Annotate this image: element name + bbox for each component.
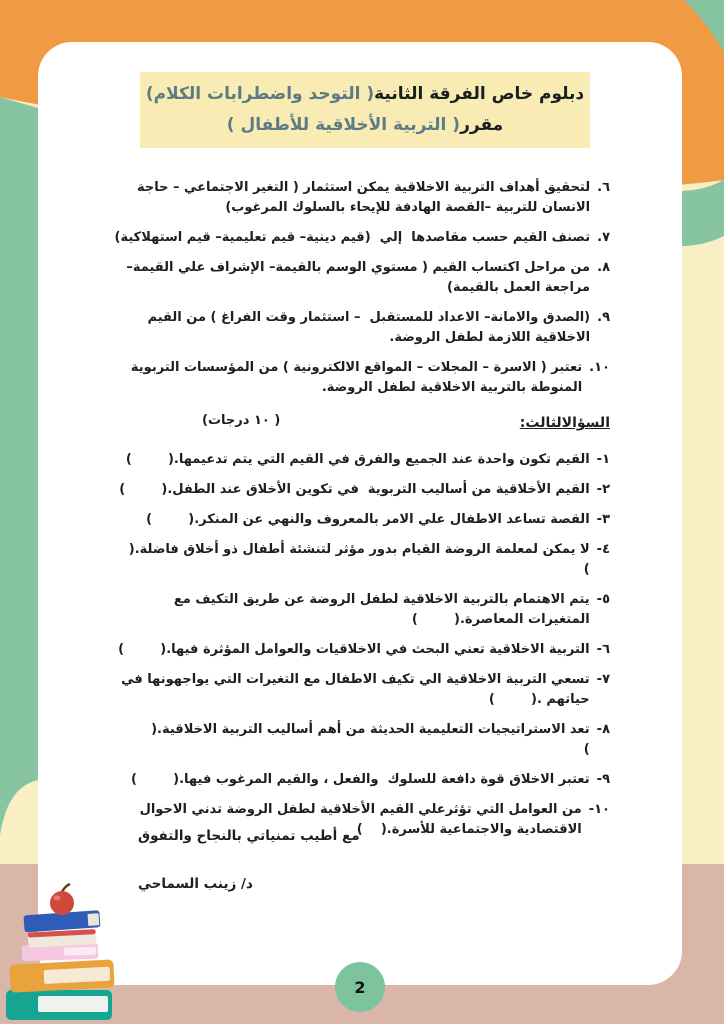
question-three-title: السؤالالثالث:	[519, 415, 610, 431]
author-signature: د/ زينب السماحي	[138, 876, 253, 892]
item-number: ٩.	[597, 310, 610, 325]
question-item	[92, 540, 610, 580]
question-item	[114, 590, 610, 630]
statement-item	[114, 358, 610, 398]
document-page	[38, 42, 682, 985]
page-number-badge	[335, 962, 385, 1012]
item-number: ١٠-	[588, 802, 610, 817]
item-number: ٧.	[597, 230, 610, 245]
statement-item	[114, 258, 610, 298]
item-number: ١-	[596, 452, 610, 467]
title-line2-label: مقرر	[460, 115, 504, 135]
question-item	[114, 480, 610, 500]
page-number: 2	[354, 977, 366, 997]
item-number: ٨.	[597, 260, 610, 275]
question-item	[114, 450, 610, 470]
question-item	[114, 510, 610, 530]
title-line1-specialty: ( التوحد واضطرابات الكلام)	[145, 84, 375, 104]
item-number: ٥-	[596, 592, 610, 607]
question-three-header	[114, 412, 610, 434]
book-orange	[9, 959, 114, 992]
closing-wishes: مع أطيب تمنياتي بالنجاح والتفوق	[138, 828, 360, 844]
question-item	[114, 770, 610, 790]
title-line2-subject: ( التربية الأخلاقية للأطفال )	[226, 115, 461, 135]
statement-item	[114, 308, 610, 348]
item-number: ٤-	[596, 542, 610, 557]
item-text: لا يمكن لمعلمة الروضة القيام بدور مؤثر لتنشئة أطفال ذو أخلاق فاضلة.( )	[92, 542, 590, 577]
title-box	[140, 72, 590, 148]
apple-icon	[50, 884, 74, 915]
item-number: ٨-	[596, 722, 610, 737]
statement-item	[114, 228, 610, 248]
title-line-2	[140, 110, 590, 141]
title-line-1	[140, 79, 590, 110]
item-text: يتم الاهتمام بالتربية الاخلاقية لطفل الروضة عن طريق التكيف مع المتغيرات المعاصرة.( )	[169, 592, 590, 627]
question-three-marks: ( ١٠ درجات)	[202, 413, 281, 428]
books-illustration	[4, 882, 126, 1024]
item-text: القيم الأخلاقية من أساليب التربوية في تكوين الأخلاق عند الطفل.( )	[119, 482, 590, 497]
title-line1-course: دبلوم خاص الفرقة الثانية	[374, 84, 585, 104]
item-text: التربية الاخلاقية تعني البحث في الاخلاقيات والعوامل المؤثرة فيها.( )	[118, 642, 590, 657]
document-body	[92, 178, 610, 850]
item-text: تعد الاستراتيجيات التعليمية الحديثة من أهم أساليب التربية الاخلاقية.( )	[114, 722, 590, 757]
item-number: ١٠.	[589, 360, 610, 375]
item-text: من مراحل اكتساب القيم ( مستوي الوسم بالقيمة– الإشراف علي القيمة– مراجعة العمل بالقيمة)	[121, 260, 591, 295]
item-number: ٢-	[596, 482, 610, 497]
item-text: من العوامل التي تؤثرعلي القيم الأخلاقية لطفل الروضة تدني الاحوال الاقتصادية والاجتماعية للأسرة.( )	[135, 802, 582, 837]
question-item	[114, 640, 610, 660]
item-text: تسعي التربية الاخلاقية الي تكيف الاطفال مع التغيرات التي يواجهونها في حياتهم .( )	[116, 672, 590, 707]
book-teal	[6, 990, 112, 1020]
item-text: تصنف القيم حسب مقاصدها إلي (قيم دينية– قيم تعليمية– قيم استهلاكية)	[114, 230, 591, 245]
item-number: ٣-	[596, 512, 610, 527]
item-text: لتحقيق أهداف التربية الاخلاقية يمكن استثمار ( التغير الاجتماعي – حاجة الانسان للتربية –القصة الهادفة للإيحاء بالسلوك المرغوب)	[132, 180, 591, 215]
statement-item	[114, 178, 610, 218]
item-number: ٦-	[596, 642, 610, 657]
question-item	[114, 670, 610, 710]
item-number: ٩-	[596, 772, 610, 787]
item-number: ٧-	[596, 672, 610, 687]
item-text: (الصدق والامانة– الاعداد للمستقبل – استثمار وقت الفراغ ) من القيم الاخلاقية اللازمة لطفل الروضة.	[143, 310, 591, 345]
item-number: ٦.	[597, 180, 610, 195]
background-green-strip-shape	[0, 97, 38, 835]
item-text: تعتبر الاخلاق قوة دافعة للسلوك والفعل ، والقيم المرغوب فيها.( )	[131, 772, 590, 787]
item-text: القيم تكون واحدة عند الجميع والفرق في القيم التي يتم تدعيمها.( )	[125, 452, 590, 467]
question-item	[114, 720, 610, 760]
item-text: تعتبر ( الاسرة – المجلات – المواقع الالكترونية ) من المؤسسات التربوية المنوطة بالتربية الاخلاقية لطفل الروضة.	[126, 360, 583, 395]
item-text: القصة تساعد الاطفال علي الامر بالمعروف والنهي عن المنكر.( )	[146, 512, 590, 527]
